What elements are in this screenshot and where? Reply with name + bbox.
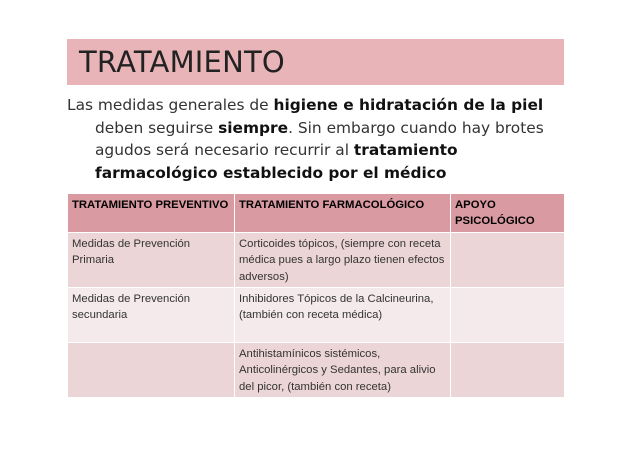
table-cell: Antihistamínicos sistémicos, Anticolinérgicos y Sedantes, para alivio del picor, (también con receta)	[235, 343, 451, 398]
intro-bold-hygiene: higiene e hidratación de la piel	[273, 96, 544, 114]
table-row	[68, 233, 565, 288]
table-cell	[451, 288, 565, 343]
table-cell: Corticoides tópicos, (siempre con receta médica pues a largo plazo tienen efectos adversos)	[235, 233, 451, 288]
intro-text-2: deben seguirse	[95, 118, 219, 137]
table-row	[68, 288, 565, 343]
table-cell	[451, 343, 565, 398]
intro-bold-always: siempre	[218, 118, 289, 137]
table-header-row	[68, 194, 565, 233]
header-psychological: APOYO PSICOLÓGICO	[451, 194, 565, 233]
table-cell	[68, 343, 235, 398]
header-preventive: TRATAMIENTO PREVENTIVO	[68, 194, 235, 233]
table-cell: Medidas de Prevención secundaria	[68, 288, 235, 343]
page-title: TRATAMIENTO	[79, 45, 285, 79]
intro-text-1: Las medidas generales de	[67, 96, 274, 114]
intro-bold-treatment: tratamiento farmacológico establecido por el médico	[95, 141, 458, 182]
intro-paragraph	[67, 94, 585, 184]
table-cell	[451, 233, 565, 288]
table-cell: Inhibidores Tópicos de la Calcineurina, (también con receta médica)	[235, 288, 451, 343]
intro-text-3: . Sin embargo cuando hay brotes agudos será necesario recurrir al	[95, 118, 544, 159]
header-pharmacological: TRATAMIENTO FARMACOLÓGICO	[235, 194, 451, 233]
table-cell: Medidas de Prevención Primaria	[68, 233, 235, 288]
table-row	[68, 343, 565, 398]
treatment-table	[67, 193, 565, 398]
title-banner	[67, 39, 564, 85]
